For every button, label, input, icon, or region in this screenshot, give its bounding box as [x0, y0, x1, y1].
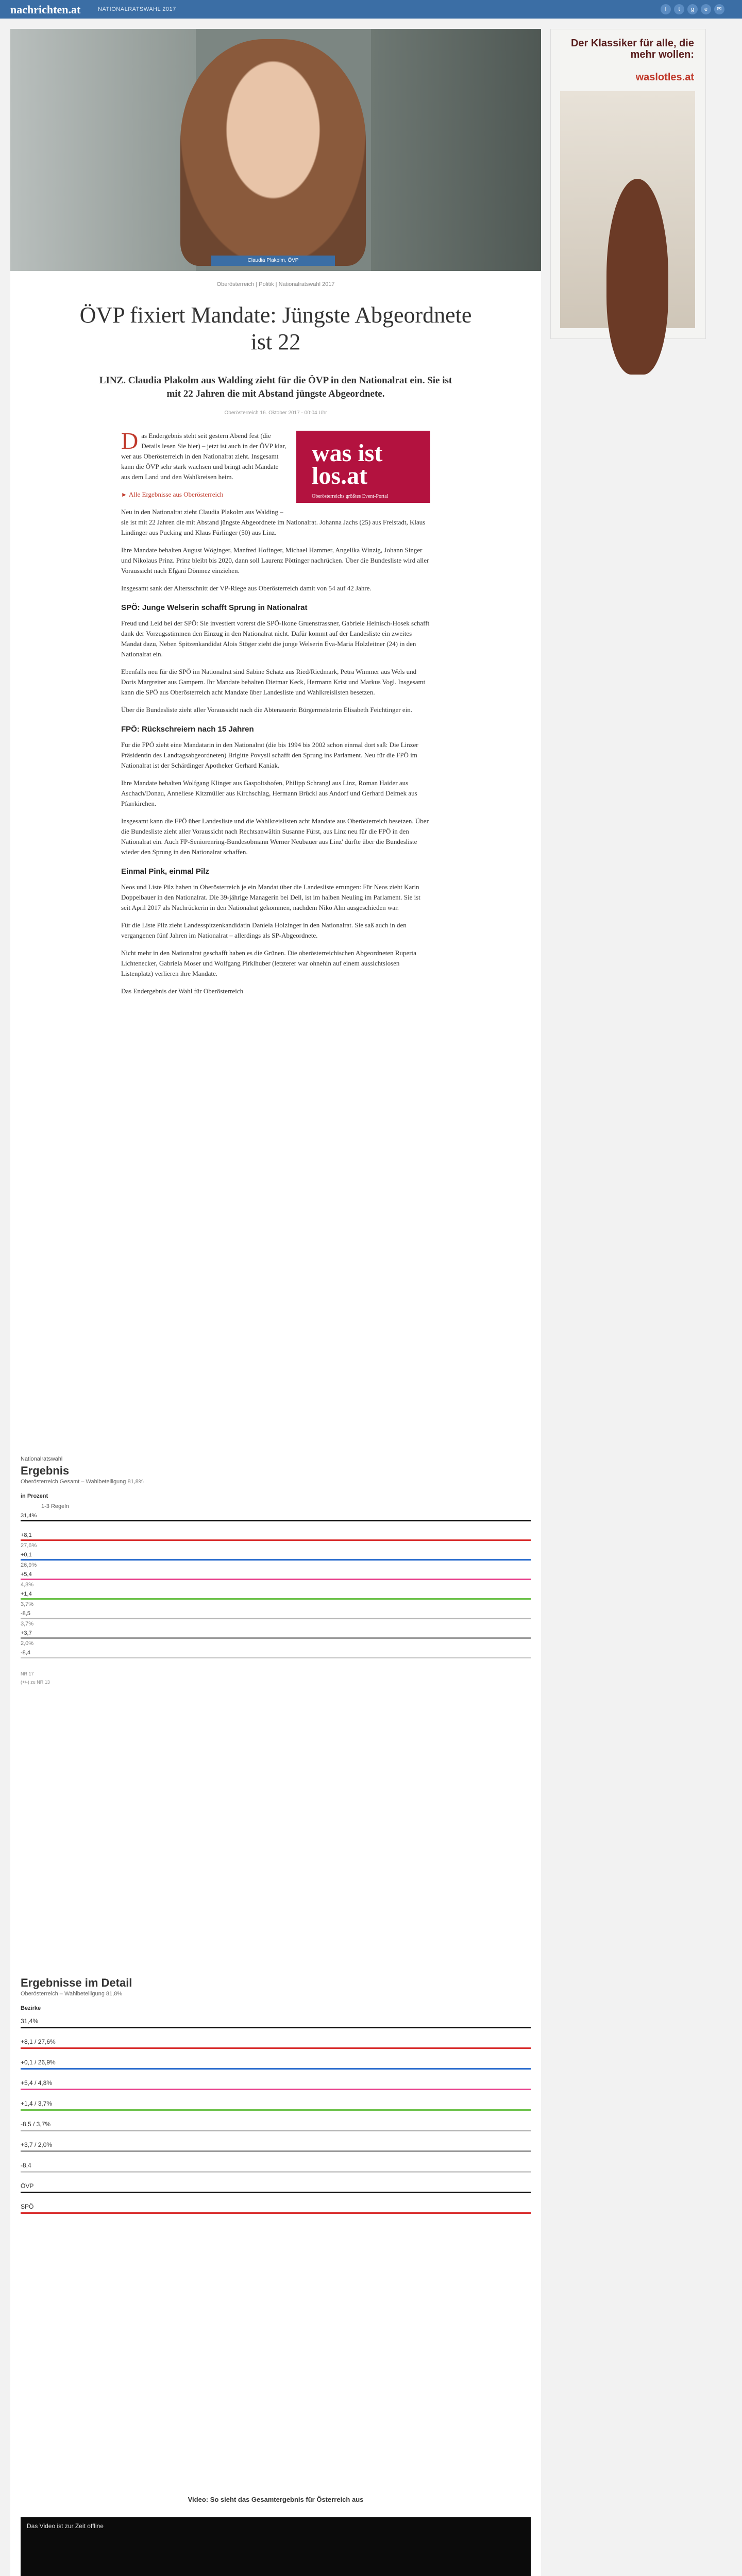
detail-value: +8,1 / 27,6% — [21, 2038, 56, 2045]
detail-value: +1,4 / 3,7% — [21, 2100, 53, 2107]
result-bars — [21, 1512, 541, 1668]
section-label[interactable]: NATIONALRATSWAHL 2017 — [98, 6, 176, 12]
result-diff: 2,0% — [21, 1640, 34, 1647]
result-value: +5,4 — [21, 1571, 32, 1578]
facebook-icon[interactable]: f — [661, 4, 671, 14]
result-value: 31,4% — [21, 1513, 37, 1519]
detail-bar — [21, 2171, 531, 2173]
paragraph: Über die Bundesliste zieht aller Voraussicht nach die Abtenauerin Bürgermeisterin Elisabeth Feichtinger ein. — [121, 706, 412, 714]
detail-title: Ergebnisse im Detail — [21, 1976, 132, 1989]
detail-bar — [21, 2150, 531, 2152]
results-legend-marker: 1-3 Regeln — [41, 1503, 69, 1510]
result-diff: 26,9% — [21, 1562, 37, 1568]
email-icon[interactable]: e — [701, 4, 711, 14]
result-row — [21, 1649, 541, 1668]
party-bar — [21, 2212, 531, 2214]
image-caption: Claudia Plakolm, ÖVP — [211, 256, 335, 266]
subheading-fpo: FPÖ: Rückschreiern nach 15 Jahren — [121, 725, 254, 734]
party-row — [21, 2180, 541, 2201]
result-value: -8,4 — [21, 1650, 30, 1656]
event-portal-ad[interactable] — [296, 431, 430, 503]
detail-row — [21, 2160, 541, 2180]
article-dateline: Oberösterreich 16. Oktober 2017 - 00:04 Uhr — [224, 410, 327, 416]
result-bar — [21, 1539, 531, 1541]
results-title: Ergebnis — [21, 1464, 70, 1477]
paragraph: Neu in den Nationalrat zieht Claudia Plakolm aus Walding – sie ist mit 22 Jahren die mit Abstand jüngste Abgeordnete im Nationalrat. Johanna Jachs (25) aus Freistadt, Klaus Lindinger aus Pucking und Klaus Fürlinger (50) aus Linz. — [121, 508, 426, 536]
portrait-photo — [180, 39, 366, 266]
result-bar — [21, 1618, 531, 1619]
result-diff: 27,6% — [21, 1543, 37, 1549]
party-name: SPÖ — [21, 2203, 34, 2210]
detail-row — [21, 2119, 541, 2139]
ad-headline: Der Klassiker für alle, die mehr wollen: — [570, 38, 694, 60]
paragraph: Für die Liste Pilz zieht Landesspitzenkandidatin Daniela Holzinger in den Nationalrat. Sie saß auch in den vergangenen fünf Jahren im Nationalrat – allerdings als SP-Abgeordnete. — [121, 921, 407, 939]
sidebar-advertisement[interactable] — [550, 29, 706, 339]
detail-bar — [21, 2068, 531, 2070]
subheading-pilz: Einmal Pink, einmal Pilz — [121, 867, 209, 876]
result-value: -8,5 — [21, 1611, 30, 1617]
detail-bar — [21, 2109, 531, 2111]
hero-background-left — [10, 29, 196, 271]
result-bar — [21, 1657, 531, 1658]
paragraph: Das Endergebnis der Wahl für Oberösterreich — [121, 987, 244, 995]
arrow-icon: ► — [121, 491, 129, 498]
result-value: +0,1 — [21, 1552, 32, 1558]
detail-unit[interactable]: Bezirke — [21, 2005, 41, 2011]
result-bar — [21, 1559, 531, 1561]
detail-value: 31,4% — [21, 2018, 39, 2025]
detail-row — [21, 2077, 541, 2098]
detail-row — [21, 2098, 541, 2119]
party-row — [21, 2201, 541, 2222]
detail-parties — [21, 2180, 541, 2222]
detail-bar — [21, 2047, 531, 2049]
axis-note-2: (+/-) zu NR 13 — [21, 1680, 50, 1685]
article-lead: LINZ. Claudia Plakolm aus Walding zieht für die ÖVP in den Nationalrat ein. Sie ist mit 22 Jahren die mit Abstand jüngste Abgeordnete. — [99, 375, 452, 399]
detail-row — [21, 2015, 541, 2036]
result-value: +1,4 — [21, 1591, 32, 1597]
video-offline-message: Das Video ist zur Zeit offline — [27, 2522, 104, 2530]
party-name: ÖVP — [21, 2182, 34, 2190]
detail-bar — [21, 2130, 531, 2131]
result-row — [21, 1531, 541, 1551]
axis-note: NR 17 — [21, 1671, 34, 1676]
detail-value: +5,4 / 4,8% — [21, 2079, 53, 2087]
party-bar — [21, 2192, 531, 2193]
paragraph: Neos und Liste Pilz haben in Oberösterreich je ein Mandat über die Landesliste errungen: Für Neos zieht Karin Doppelbauer in den Nationalrat. Die 39-jährige Managerin bei Dell, ist im halben Neuling im Parlament. Sie ist seit April 2017 als Nachrückerin in den Nationalrat gekommen, nachdem Niko Alm ausgeschieden war. — [121, 883, 420, 911]
dropcap: D — [121, 428, 139, 454]
subheading-spo: SPÖ: Junge Welserin schafft Sprung in Nationalrat — [121, 603, 308, 612]
detail-value: +3,7 / 2,0% — [21, 2141, 53, 2148]
result-row — [21, 1590, 541, 1609]
paragraph: Ihre Mandate behalten August Wöginger, Manfred Hofinger, Michael Hammer, Angelika Winzig, Johann Singer und Nikolaus Prinz. Prinz bleibt bis 2020, dann soll Laurenz Pöttinger nachrücken. Über die Bundesliste wird aller Voraussicht nach Efgani Dönmez einziehen. — [121, 546, 429, 574]
results-link[interactable]: Alle Ergebnisse aus Oberösterreich — [128, 490, 224, 498]
detail-row — [21, 2057, 541, 2077]
paragraph: Für die FPÖ zieht eine Mandatarin in den Nationalrat (die bis 1994 bis 2002 schon einmal dort saß: Die Linzer Präsidentin des Landtagsabgeordneten) Brigitte Povysil schafft den Sprung ins Parlament. Neu für die FPÖ im Nationalrat ist der Schärdinger Apotheker Gerhard Kaniak. — [121, 741, 418, 769]
results-detail-widget — [21, 1976, 541, 2222]
intro-text: as Endergebnis steht seit gestern Abend fest (die Details lesen Sie hier) – jetzt ist auch in der ÖVP klar, wer aus Oberösterreich in den Nationalrat zieht. Insgesamt kann die ÖVP sehr stark wachsen und bringt acht Mandate aus dem Land und den Wahlkreisen heim. — [121, 432, 286, 481]
result-bar — [21, 1579, 531, 1580]
results-unit: in Prozent — [21, 1493, 48, 1499]
site-logo[interactable]: nachrichten.at — [10, 3, 81, 16]
result-bar — [21, 1520, 531, 1521]
cello-illustration — [606, 179, 668, 375]
page-title: ÖVP fixiert Mandate: Jüngste Abgeordnete ist 22 — [79, 302, 472, 354]
result-row — [21, 1629, 541, 1649]
detail-value: -8,5 / 3,7% — [21, 2121, 51, 2128]
paragraph: Ihre Mandate behalten Wolfgang Klinger aus Gaspoltshofen, Philipp Schrangl aus Linz, Roman Haider aus Aschach/Donau, Anneliese Kitzmüller aus Kirchschlag, Hermann Brückl aus Andorf und Gerhard Deimek aus Pfarrkirchen. — [121, 779, 417, 807]
detail-bar — [21, 2089, 531, 2090]
ad-url[interactable]: waslotles.at — [635, 72, 694, 83]
article-body — [121, 428, 430, 1004]
article-page — [10, 29, 541, 2576]
results-subtitle: Oberösterreich Gesamt – Wahlbeteiligung 81,8% — [21, 1479, 144, 1485]
ad-title: was ist los.at — [312, 439, 383, 489]
top-navigation-bar — [0, 0, 742, 19]
detail-value: +0,1 / 26,9% — [21, 2059, 56, 2066]
result-row — [21, 1551, 541, 1570]
detail-value: -8,4 — [21, 2162, 31, 2169]
paragraph: Nicht mehr in den Nationalrat geschafft haben es die Grünen. Die oberösterreichischen Abgeordneten Ruperta Lichtenecker, Gabriela Moser und Wolfgang Pirklhuber (letzterer war ohnehin auf einem aussichtslosen Listenplatz) verlieren ihre Mandate. — [121, 949, 416, 977]
results-widget — [21, 1456, 541, 1685]
result-diff: 3,7% — [21, 1621, 34, 1627]
ad-image — [560, 91, 695, 328]
video-player[interactable] — [21, 2517, 531, 2576]
result-value: +8,1 — [21, 1532, 32, 1538]
ad-tagline: Oberösterreichs größtes Event-Portal — [312, 494, 389, 499]
paragraph: Insgesamt kann die FPÖ über Landesliste und die Wahlkreislisten acht Mandate aus Oberösterreich besetzen. Über die Bundesliste zieht aller Voraussicht nach Rechtsanwältin Susanne Fürst, aus Linz neu für die FPÖ in den Nationalrat ein. Auch FP-Seniorenring-Bundesobmann Werner Neubauer aus Linz' dürfte über die Bundesliste wieder den Sprung in den Nationalrat schaffen. — [121, 817, 429, 856]
mail-icon[interactable]: ✉ — [714, 4, 724, 14]
hero-image — [10, 29, 541, 271]
detail-row — [21, 2036, 541, 2057]
detail-bar — [21, 2027, 531, 2028]
result-row — [21, 1570, 541, 1590]
result-bar — [21, 1598, 531, 1600]
hero-background-right — [371, 29, 541, 271]
paragraph: Ebenfalls neu für die SPÖ im Nationalrat sind Sabine Schatz aus Ried/Riedmark, Petra Wimmer aus Wels und Doris Margreiter aus Gampern. Ihr Mandate behalten Dietmar Keck, Hermann Krist und Markus Vogl. Insgesamt kann die SPÖ aus Oberösterreich acht Mandate über Landesliste und Wahlkreislisten besetzen. — [121, 668, 426, 696]
breadcrumb[interactable]: Oberösterreich | Politik | Nationalratswahl 2017 — [216, 281, 335, 287]
paragraph: Insgesamt sank der Altersschnitt der VP-Riege aus Oberösterreich damit von 54 auf 42 Jahre. — [121, 584, 372, 592]
result-row — [21, 1609, 541, 1629]
result-value: +3,7 — [21, 1630, 32, 1636]
detail-subtitle: Oberösterreich – Wahlbeteiligung 81,8% — [21, 1991, 123, 1997]
twitter-icon[interactable]: t — [674, 4, 684, 14]
google-plus-icon[interactable]: g — [687, 4, 698, 14]
video-title: Video: So sieht das Gesamtergebnis für Österreich aus — [188, 2496, 364, 2503]
detail-bars — [21, 2015, 541, 2180]
result-diff: 3,7% — [21, 1601, 34, 1607]
result-row — [21, 1512, 541, 1531]
result-bar — [21, 1637, 531, 1639]
paragraph: Freud und Leid bei der SPÖ: Sie investiert vorerst die SPÖ-Ikone Gruenstrassner, Gabriele Heinisch-Hosek schafft dank der Vorzugsstimmen den Einzug in den Nationalrat nicht. Dafür kommt auf der Landesliste ein zweites Mandat dazu, Neben Spitzenkandidat Alois Stöger zieht die junge Welserin Eva-Maria Holzleitner (24) in den Nationalrat ein. — [121, 619, 430, 658]
detail-row — [21, 2139, 541, 2160]
result-diff: 4,8% — [21, 1582, 34, 1588]
results-section-label: Nationalratswahl — [21, 1456, 63, 1462]
